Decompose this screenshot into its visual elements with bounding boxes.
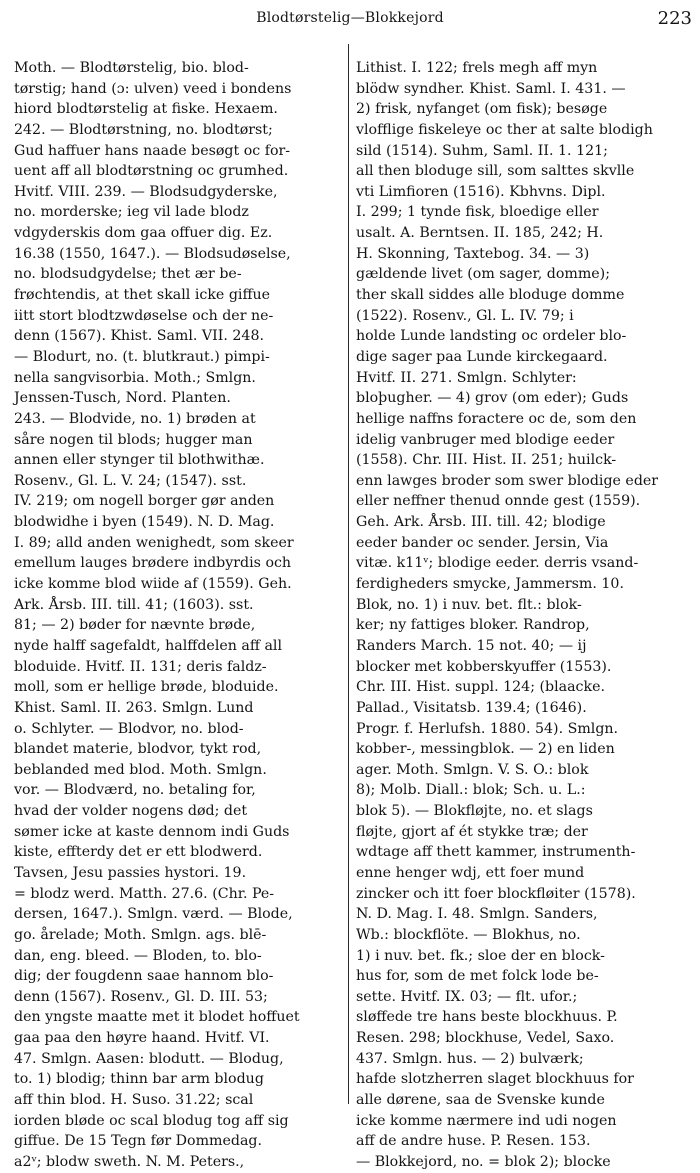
text-line: N. D. Mag. I. 48. Smlgn. Sanders, <box>356 906 598 923</box>
text-line: blok 5). — Blokfløjte, no. et slags <box>356 803 593 820</box>
text-line: sømer icke at kaste dennom indi Guds <box>14 823 290 840</box>
text-line: = blodz werd. Matth. 27.6. (Chr. Pe- <box>14 885 275 902</box>
text-line: iitt stort blodtzwdøselse och der ne- <box>14 307 274 324</box>
text-line: H. Skonning, Taxtebog. 34. — 3) <box>356 245 590 262</box>
text-line: blandet materie, blodvor, tykt rod, <box>14 741 262 758</box>
text-line: Gud haffuer hans naade besøgt oc for- <box>14 142 291 159</box>
text-line: 1) i nuv. bet. fk.; sloe der en block- <box>356 947 605 964</box>
text-line: icke komme nærmere ind udi nogen <box>356 1112 617 1129</box>
text-line: dige sager paa Lunde kirckegaard. <box>356 348 608 365</box>
text-line: moll, som er hellige brøde, bloduide. <box>14 679 279 696</box>
text-line: hellige naffns foractere oc de, som den <box>356 410 637 427</box>
text-line: kobber-, messingblok. — 2) en liden <box>356 741 615 758</box>
text-line: eeder bander oc sender. Jersin, Via <box>356 534 609 551</box>
text-line: Ark. Årsb. III. till. 41; (1603). sst. <box>14 596 254 613</box>
text-line: icke komme blod wiide af (1559). Geh. <box>14 576 292 593</box>
text-line: 2) frisk, nyfanget (om fisk); besøge <box>356 101 608 118</box>
text-line: Wb.: blockflöte. — Blokhus, no. <box>356 926 581 943</box>
text-line: alle dørene, saa de Svenske kunde <box>356 1092 605 1109</box>
text-line: denn (1567). Rosenv., Gl. D. III. 53; <box>14 988 268 1005</box>
text-line: Jenssen-Tusch, Nord. Planten. <box>14 390 231 407</box>
text-line: vlofflige fiskeleye oc ther at salte blodigh <box>356 121 653 138</box>
text-line: bloþugher. — 4) grov (om eder); Guds <box>356 390 629 407</box>
text-line: wdtage aff thett kammer, instrumenth- <box>356 844 636 861</box>
text-line: gaa paa den høyre haand. Hvitf. VI. <box>14 1030 270 1047</box>
text-line: (1522). Rosenv., Gl. L. IV. 79; i <box>356 307 574 324</box>
text-line: Chr. III. Hist. suppl. 124; (blaacke. <box>356 679 606 696</box>
text-line: no. blodsudgydelse; thet ær be- <box>14 266 242 283</box>
text-line: enn lawges broder som swer blodige eder <box>356 472 659 489</box>
text-line: emellum lauges brødere indbyrdis och <box>14 555 292 572</box>
text-line: iorden bløde oc scal blodug tog aff sig <box>14 1112 289 1129</box>
text-line: Blok, no. 1) i nuv. bet. flt.: blok- <box>356 596 582 613</box>
text-line: 242. — Blodtørstning, no. blodtørst; <box>14 121 273 138</box>
text-line: aff thin blod. H. Suso. 31.22; scal <box>14 1092 254 1109</box>
text-line: Tavsen, Jesu passies hystori. 19. <box>14 864 247 881</box>
page-number: 223 <box>657 8 692 29</box>
text-line: Randers March. 15 not. 40; — ij <box>356 637 587 654</box>
text-line: o. Schlyter. — Blodvor, no. blod- <box>14 720 244 737</box>
text-line: 8); Molb. Diall.: blok; Sch. u. L.: <box>356 782 586 799</box>
text-line: blödw syndher. Khist. Saml. I. 431. — <box>356 80 626 97</box>
text-line: eller neffner thenud onnde gest (1559). <box>356 493 641 510</box>
text-line: go. årelade; Moth. Smlgn. ags. blē- <box>14 926 267 943</box>
text-line: såre nogen til blods; hugger man <box>14 431 253 448</box>
text-line: vdgyderskis dom gaa offuer dig. Ez. <box>14 225 273 242</box>
text-line: ferdigheders smycke, Jammersm. 10. <box>356 576 624 593</box>
text-line: sløffede tre hans beste blockhuus. P. <box>356 1009 618 1026</box>
text-line: IV. 219; om nogell borger gør anden <box>14 493 275 510</box>
text-line: Moth. — Blodtørstelig, bio. blod- <box>14 60 249 76</box>
text-line: idelig vanbruger med blodige eeder <box>356 431 615 448</box>
text-line: bloduide. Hvitf. II. 131; deris faldz- <box>14 658 267 675</box>
text-line: Hvitf. VIII. 239. — Blodsudgyderske, <box>14 183 278 200</box>
text-line: beblanded med blod. Moth. Smlgn. <box>14 761 267 778</box>
text-line: all then bloduge sill, som salttes skvlle <box>356 163 635 180</box>
text-line: denn (1567). Khist. Saml. VII. 248. <box>14 328 264 345</box>
text-line: aff de andre huse. P. Resen. 153. <box>356 1133 591 1150</box>
text-line: (1558). Chr. III. Hist. II. 251; huilck- <box>356 452 617 469</box>
text-line: den yngste maatte met it blodet hoffuet <box>14 1009 300 1026</box>
text-line: Geh. Ark. Årsb. III. till. 42; blodige <box>356 514 606 531</box>
text-line: blocker met kobberskyuffer (1553). <box>356 658 612 675</box>
text-line: usalt. A. Berntsen. II. 185, 242; H. <box>356 225 604 242</box>
text-line: Rosenv., Gl. L. V. 24; (1547). sst. <box>14 472 247 489</box>
text-line: holde Lunde landsting oc ordeler blo- <box>356 328 627 345</box>
text-line: frøchtendis, at thet skall icke giffue <box>14 287 271 304</box>
text-line: fløjte, gjort af ét stykke træ; der <box>356 823 588 840</box>
text-line: vor. — Blodværd, no. betaling for, <box>14 782 256 799</box>
text-line: vitæ. k11ᵛ; blodige eeder. derris vsand- <box>356 555 639 572</box>
text-line: sild (1514). Suhm, Saml. II. 1. 121; <box>356 142 608 159</box>
right-column <box>356 58 696 1173</box>
text-line: Lithist. I. 122; frels megh aff myn <box>356 60 598 76</box>
text-line: gældende livet (om sager, domme); <box>356 266 610 283</box>
text-line: ker; ny fattiges bloker. Randrop, <box>356 617 590 634</box>
text-line: nella sangvisorbia. Moth.; Smlgn. <box>14 369 256 386</box>
text-line: hafde slotzherren slaget blockhuus for <box>356 1071 634 1088</box>
text-line: hvad der volder nogens død; det <box>14 803 248 820</box>
left-column <box>14 58 354 1173</box>
page-header <box>0 8 700 34</box>
text-line: Pallad., Visitatsb. 139.4; (1646). <box>356 699 587 716</box>
text-line: Progr. f. Herlufsh. 1880. 54). Smlgn. <box>356 720 619 737</box>
text-line: sette. Hvitf. IX. 03; — flt. ufor.; <box>356 988 578 1005</box>
text-line: — Blodurt, no. (t. blutkraut.) pimpi- <box>14 348 270 365</box>
text-line: 81; — 2) bøder for nævnte brøde, <box>14 617 256 634</box>
text-line: hus for, som de met folck lode be- <box>356 968 599 985</box>
text-line: 16.38 (1550, 1647.). — Blodsudøselse, <box>14 245 291 262</box>
text-line: dig; der fougdenn saae hannom blo- <box>14 968 274 985</box>
text-line: — Blokkejord, no. = blok 2); blocke <box>356 1153 611 1170</box>
text-line: I. 299; 1 tynde fisk, bloedige eller <box>356 204 599 221</box>
text-line: a2ᵛ; blodw sweth. N. M. Peters., <box>14 1153 245 1170</box>
text-line: dersen, 1647.). Smlgn. værd. — Blode, <box>14 906 293 923</box>
text-line: 437. Smlgn. hus. — 2) bulværk; <box>356 1050 584 1067</box>
text-line: I. 89; alld anden wenighedt, som skeer <box>14 534 294 551</box>
text-line: kiste, effterdy det er ett blodwerd. <box>14 844 263 861</box>
text-line: tørstig; hand (ɔ: ulven) veed i bondens <box>14 80 292 97</box>
text-line: uent aff all blodtørstning oc grumhed. <box>14 163 289 180</box>
text-line: zincker och itt foer blockfløiter (1578). <box>356 885 636 902</box>
text-line: Hvitf. II. 271. Smlgn. Schlyter: <box>356 369 577 386</box>
text-line: hiord blodtørstelig at fiske. Hexaem. <box>14 101 278 118</box>
text-line: Resen. 298; blockhuse, Vedel, Saxo. <box>356 1030 615 1047</box>
text-line: blodwidhe i byen (1549). N. D. Mag. <box>14 514 275 531</box>
text-line: annen eller stynger til blothwithæ. <box>14 452 265 469</box>
text-line: 47. Smlgn. Aasen: blodutt. — Blodug, <box>14 1050 284 1067</box>
text-line: no. morderske; ieg vil lade blodz <box>14 204 249 221</box>
text-line: vti Limfioren (1516). Kbhvns. Dipl. <box>356 183 606 200</box>
text-line: ager. Moth. Smlgn. V. S. O.: blok <box>356 761 589 778</box>
text-line: dan, eng. bleed. — Bloden, to. blo- <box>14 947 262 964</box>
text-line: ther skall siddes alle bloduge domme <box>356 287 625 304</box>
text-line: enne henger wdj, ett foer mund <box>356 864 585 881</box>
running-title: Blodtørstelig—Blokkejord <box>256 10 444 26</box>
text-line: nyde halff sagefaldt, halffdelen aff all <box>14 637 282 654</box>
text-line: to. 1) blodig; thinn bar arm blodug <box>14 1071 264 1088</box>
text-line: Khist. Saml. II. 263. Smlgn. Lund <box>14 699 254 716</box>
text-line: 243. — Blodvide, no. 1) brøden at <box>14 410 256 427</box>
text-line: giffue. De 15 Tegn før Dommedag. <box>14 1133 263 1150</box>
